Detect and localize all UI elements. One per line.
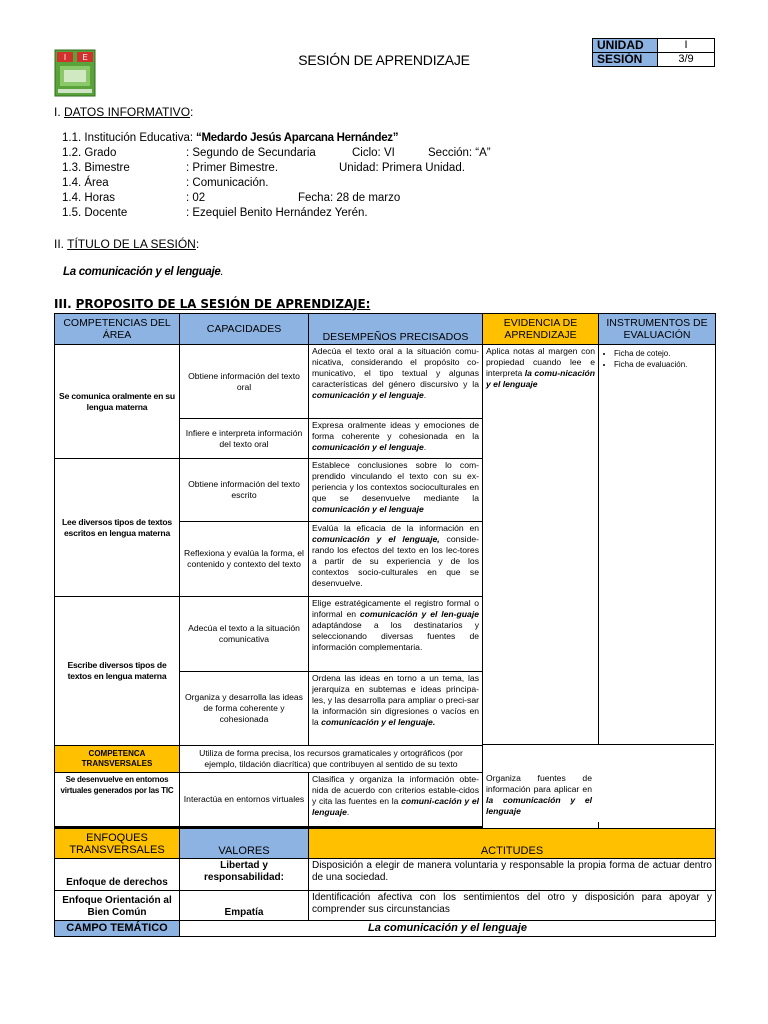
transversal-competency-text: Utiliza de forma precisa, los recursos gramaticales y ortográficos (por ejemplo, tildación diacrítica) que contribuyen al sentido de su texto <box>180 746 483 773</box>
campo-tematico-value: La comunicación y el lenguaje <box>180 921 716 937</box>
transversal-blank-cell <box>483 744 714 772</box>
enfoques-head: ENFOQUES TRANSVERSALES <box>55 829 180 859</box>
info-unit: Unidad: Primera Unidad. <box>339 162 465 174</box>
unit-session-box <box>592 38 715 67</box>
competency-oral: Se comunica oralmente en su lengua materna <box>55 345 180 459</box>
info-area-label: 1.4. Área <box>62 177 109 189</box>
actitudes-head: ACTITUDES <box>309 829 716 859</box>
table-row <box>55 921 716 937</box>
instrument-item: • Ficha de evaluación. <box>614 359 712 370</box>
info-hours-label: 1.4. Horas <box>62 192 116 204</box>
valor-cell: Libertad y responsabilidad: <box>180 859 309 891</box>
info-hours-value: : 02 <box>186 192 206 204</box>
performance-cell: Adecúa el texto oral a la situación comu-nicativa, considerando el propósito co-municativo, el tipo textual y algunas características del género discursivo y la comunicación y el lenguaje. <box>309 345 483 419</box>
info-term-label: 1.3. Bimestre <box>62 162 130 174</box>
general-info <box>62 131 712 226</box>
competency-write: Escribe diversos tipos de textos en lengua materna <box>55 597 180 746</box>
table-row <box>55 891 716 921</box>
table-row <box>55 345 716 419</box>
enfoques-header-row <box>55 829 716 859</box>
purpose-table <box>54 313 716 937</box>
campo-tematico-head: CAMPO TEMÁTICO <box>55 921 180 937</box>
evidence-cell: Aplica notas al margen con propiedad cuando lee e interpreta la comu-nicación y el lenguaje <box>483 345 599 829</box>
transversal-competency-head: COMPETENCA TRANSVERSALES <box>55 746 180 773</box>
enfoque-cell: Enfoque de derechos <box>55 859 180 891</box>
instruments-tic-cell <box>598 771 714 822</box>
header-competencias: COMPETENCIAS DEL ÁREA <box>55 314 180 345</box>
capacity-cell: Adecúa el texto a la situación comunicativa <box>180 597 309 672</box>
info-area-value: : Comunicación. <box>186 177 269 189</box>
unit-label: UNIDAD <box>593 39 658 53</box>
competency-tic: Se desenvuelve en entornos virtuales generados por las TIC <box>55 773 180 827</box>
table-row <box>55 859 716 891</box>
capacity-cell: Obtiene información del texto oral <box>180 345 309 419</box>
session-title: La comunicación y el lenguaje. <box>63 266 224 278</box>
section-1-heading: I. DATOS INFORMATIVO: <box>54 105 194 119</box>
performance-cell: Expresa oralmente ideas y emociones de forma coherente y cohesionada en la comunicación y el lenguaje. <box>309 419 483 459</box>
page-title: SESIÓN DE APRENDIZAJE <box>298 52 470 68</box>
enfoque-cell: Enfoque Orientación al Bien Común <box>55 891 180 921</box>
unit-value: I <box>658 39 715 53</box>
info-teacher-label: 1.5. Docente <box>62 207 128 219</box>
section-3-heading: III. PROPOSITO DE LA SESIÓN DE APRENDIZAJE: <box>54 297 371 311</box>
info-institution-value: “Medardo Jesús Aparcana Hernández” <box>196 132 399 144</box>
performance-cell: Elige estratégicamente el registro formal o informal en comunicación y el len-guaje adaptándose a los destinatarios y seleccionando diversas fuentes de información complementaria. <box>309 597 483 672</box>
performance-cell: Evalúa la eficacia de la información en comunicación y el lenguaje, conside-rando los efectos del texto en los lec-tores a partir de su experiencia y de los contextos socio-culturales en que se desenvuelve. <box>309 522 483 597</box>
section-2-heading: II. TÍTULO DE LA SESIÓN: <box>54 237 200 251</box>
performance-cell: Establece conclusiones sobre lo com-prendido vinculando el texto con su ex-periencia y los contextos socioculturales en que se desenvuelve mediante la comunicación y el lenguaje <box>309 459 483 522</box>
info-teacher-value: : Ezequiel Benito Hernández Yerén. <box>186 207 368 219</box>
session-value: 3/9 <box>658 53 715 67</box>
info-section: Sección: “A” <box>428 147 491 159</box>
instrument-item: • Ficha de cotejo. <box>614 348 712 359</box>
info-grade-label: 1.2. Grado <box>62 147 117 159</box>
table-header-row <box>55 314 716 345</box>
info-term-value: : Primer Bimestre. <box>186 162 279 174</box>
capacity-cell: Reflexiona y evalúa la forma, el contenido y contexto del texto <box>180 522 309 597</box>
session-label: SESIÓN <box>593 53 658 67</box>
capacity-cell: Obtiene información del texto escrito <box>180 459 309 522</box>
info-cycle: Ciclo: VI <box>352 147 395 159</box>
capacity-cell: Interactúa en entornos virtuales <box>180 773 309 827</box>
performance-cell: Ordena las ideas en torno a un tema, las jerarquiza en subtemas e ideas principa-les, y las desarrolla para ampliar o preci-sar la información sin digresiones o vacíos en la comunicación y el lenguaje. <box>309 672 483 746</box>
info-grade-value: : Segundo de Secundaria <box>186 147 316 159</box>
actitud-cell: Identificación afectiva con los sentimientos del otro y disposición para apoyar y comprender sus circunstancias <box>309 891 716 921</box>
capacity-cell: Infiere e interpreta información del texto oral <box>180 419 309 459</box>
header-capacidades: CAPACIDADES <box>180 314 309 345</box>
logo-letter-2: E <box>82 53 88 62</box>
valor-cell: Empatía <box>180 891 309 921</box>
info-institution-label: 1.1. Institución Educativa: <box>62 132 194 144</box>
evidence-tic-cell: Organiza fuentes de información para aplicar en la comunicación y el lenguaje <box>483 771 595 821</box>
competency-read: Lee diversos tipos de textos escritos en lengua materna <box>55 459 180 597</box>
header-evidencia: EVIDENCIA DE APRENDIZAJE <box>483 314 599 345</box>
logo-letter-1: I <box>63 53 67 62</box>
info-date: Fecha: 28 de marzo <box>298 192 401 204</box>
performance-cell: Clasifica y organiza la información obte-nida de acuerdo con criterios estable-cidos y cita las fuentes en la comuni-cación y el lenguaje. <box>309 773 483 827</box>
header-instrumentos: INSTRUMENTOS DE EVALUACIÓN <box>599 314 716 345</box>
valores-head: VALORES <box>180 829 309 859</box>
actitud-cell: Disposición a elegir de manera voluntaria y responsable la propia forma de actuar dentro de una sociedad. <box>309 859 716 891</box>
header-desempenos: DESEMPEÑOS PRECISADOS <box>309 314 483 345</box>
capacity-cell: Organiza y desarrolla las ideas de forma coherente y cohesionada <box>180 672 309 746</box>
